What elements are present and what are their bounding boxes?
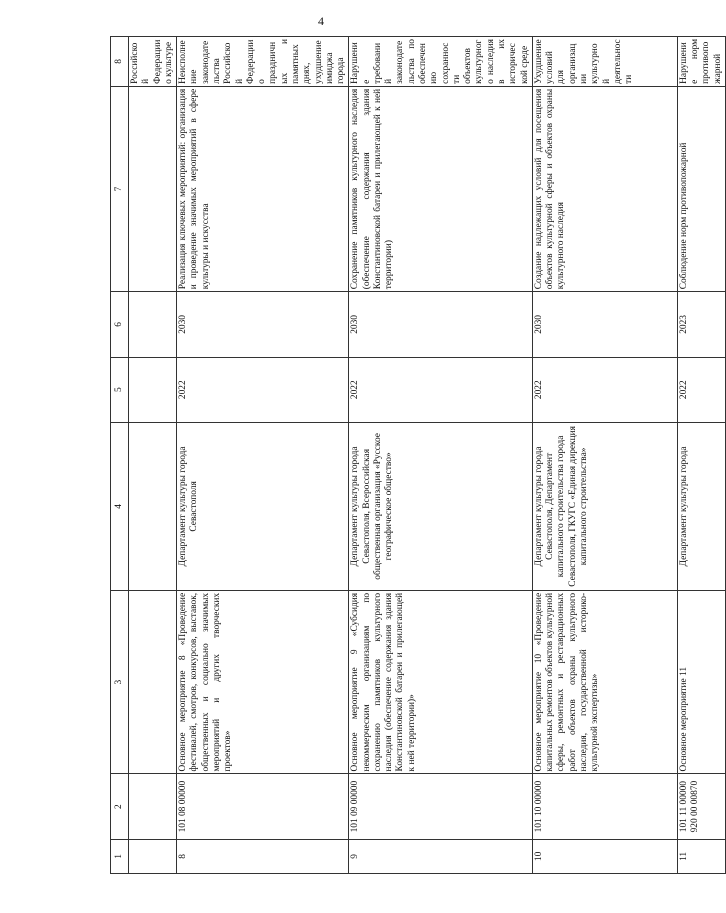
table-header-row — [111, 37, 129, 874]
header-cell: 7 — [111, 86, 129, 291]
table-row — [532, 37, 677, 874]
rotated-table-area — [110, 36, 723, 874]
table-row — [177, 37, 349, 874]
expected-result: Реализация ключевых мероприятий: организация и проведение значимых мероприятий в сфере культуры и искусства — [177, 86, 349, 291]
measure-name: Основное мероприятие 8 «Проведение фестивалей, смотров, конкурсов, выставок, общественных и социально значимых мероприятий и других творческих проектов» — [177, 590, 349, 774]
header-cell: 5 — [111, 357, 129, 422]
budget-code: 101 09 00000 — [349, 774, 533, 839]
program-measures-table — [110, 36, 726, 874]
start-year: 2022 — [349, 357, 533, 422]
header-cell: 8 — [111, 37, 129, 87]
header-cell: 4 — [111, 422, 129, 590]
measure-name: Основное мероприятие 10 «Проведение капитальных ремонтов объектов культурной сферы, ремонтных и реставрационных работ объектов охраны культурного наследия, государственной историко-культурной экспертизы» — [532, 590, 677, 774]
table-row — [349, 37, 533, 874]
header-cell: 1 — [111, 839, 129, 873]
consequences-cell: Российской Федерации о культуре — [129, 37, 177, 87]
table-row — [677, 37, 725, 874]
row-number: 10 — [532, 839, 677, 873]
end-year: 2023 — [677, 292, 725, 357]
executor: Департамент культуры города Севастополя, Всероссийская общественная организация «Русское географическое общество» — [349, 422, 533, 590]
row-number: 11 — [677, 839, 725, 873]
consequences: Неисполнение законодательства Российской Федерации о праздничных и памятных днях, ухудшение имиджа города — [177, 37, 349, 87]
header-cell: 6 — [111, 292, 129, 357]
table-row-continuation — [129, 37, 177, 874]
measure-name: Основное мероприятие 11 — [677, 590, 725, 774]
page-number: 4 — [318, 14, 324, 28]
budget-code: 101 08 00000 — [177, 774, 349, 839]
executor: Департамент культуры города Севастополя — [177, 422, 349, 590]
start-year: 2022 — [532, 357, 677, 422]
expected-result: Сохранение памятников культурного наследия (обеспечение содержания здания Константиновской батареи и прилегающей к ней территории) — [349, 86, 533, 291]
expected-result: Соблюдение норм противопожарной — [677, 86, 725, 291]
row-number: 8 — [177, 839, 349, 873]
start-year: 2022 — [177, 357, 349, 422]
budget-code: 101 11 00000 920 00 00870 — [677, 774, 725, 839]
consequences: Ухудшение условий для организации культурной деятельности — [532, 37, 677, 87]
header-cell: 2 — [111, 774, 129, 839]
measure-name: Основное мероприятие 9 «Субсидия некоммерческим организациям по сохранению памятников культурного наследия (обеспечение содержания здания Константиновской батареи и прилегающей к ней территории)» — [349, 590, 533, 774]
start-year: 2022 — [677, 357, 725, 422]
end-year: 2030 — [532, 292, 677, 357]
end-year: 2030 — [349, 292, 533, 357]
header-cell: 3 — [111, 590, 129, 774]
budget-code: 101 10 00000 — [532, 774, 677, 839]
executor: Департамент культуры города — [677, 422, 725, 590]
consequences: Нарушение норм противопожарной — [677, 37, 725, 87]
consequences: Нарушение требований законодательства по обеспечению сохранности объектов культурного наследия в их исторической среде — [349, 37, 533, 87]
row-number: 9 — [349, 839, 533, 873]
expected-result: Создание надлежащих условий для посещения объектов культурной сферы и объектов охраны культурного наследия — [532, 86, 677, 291]
end-year: 2030 — [177, 292, 349, 357]
executor: Департамент культуры города Севастополя, Департамент капитального строительства города Севастополя, ГКУГС «Единая дирекция капитального строительства» — [532, 422, 677, 590]
